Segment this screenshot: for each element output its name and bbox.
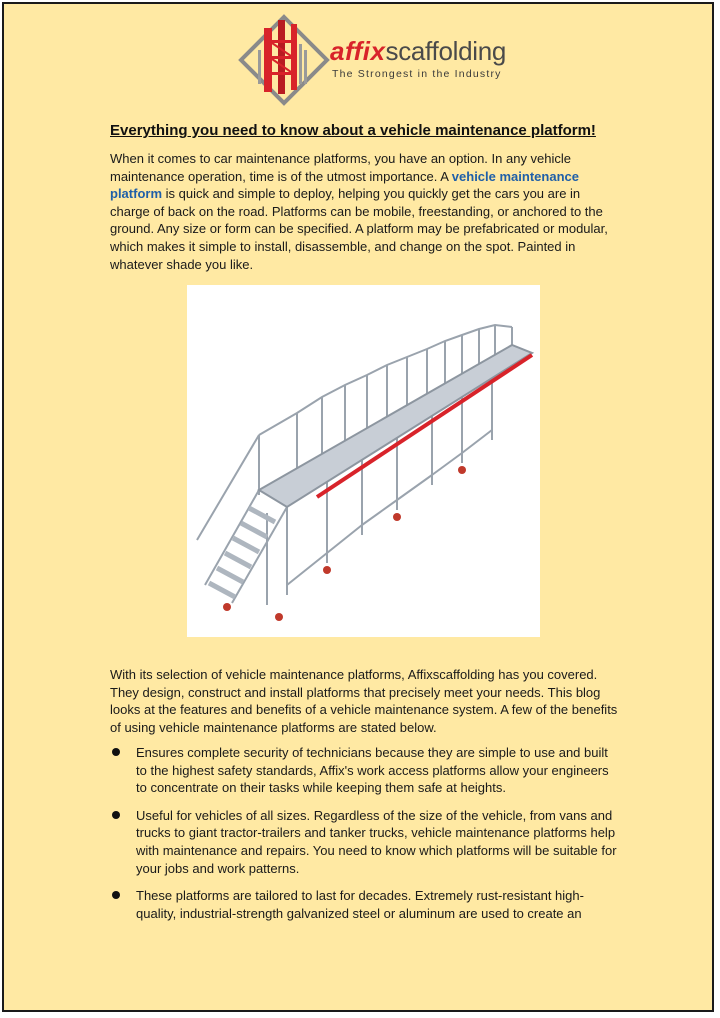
affix-logo [238, 14, 507, 106]
brand-name-affix: affix [330, 36, 386, 66]
benefit-text: Useful for vehicles of all sizes. Regardless of the size of the vehicle, from vans and trucks to giant tractor-trailers and tanker trucks, vehicle maintenance platforms help with maintenance and repairs. You need to know which platforms will be suitable for your jobs and work patterns. [136, 807, 617, 876]
platform-photo [187, 285, 540, 637]
vehicle-platform-illustration [187, 285, 540, 637]
body-paragraph: With its selection of vehicle maintenance platforms, Affixscaffolding has you covered. They design, construct and install platforms that precisely meet your needs. This blog looks at the features and benefits of a vehicle maintenance system. A few of the benefits of using vehicle maintenance platforms are stated below. [110, 667, 618, 735]
intro-paragraph [110, 150, 622, 273]
intro-text-end: is quick and simple to deploy, helping you quickly get the cars you are in charge of back on the road. Platforms can be mobile, freestanding, or anchored to the ground. Any size or form can be specified. A platform may be prefabricated or modular, which makes it simple to install, disassemble, and change on the spot. Painted in whatever shade you like. [110, 186, 608, 272]
bullet-icon [112, 811, 120, 819]
benefit-text: Ensures complete security of technicians because they are simple to use and built to the highest safety standards, Affix's work access platforms allow your engineers to concentrate on their tasks while keeping them safe at heights. [136, 745, 609, 796]
benefit-text: These platforms are tailored to last for decades. Extremely rust-resistant high-quality, industrial-strength galvanized steel or aluminum are used to create an [136, 888, 584, 921]
brand-name [330, 36, 506, 66]
document-page [2, 2, 714, 1012]
bullet-icon [112, 748, 120, 756]
brand-name-scaffolding: scaffolding [385, 36, 507, 66]
benefit-item-security [110, 744, 622, 797]
benefit-item-vehicle-sizes [110, 807, 622, 877]
article-title: Everything you need to know about a vehicle maintenance platform! [110, 122, 596, 139]
brand-tagline: The Strongest in the Industry [332, 68, 502, 80]
benefits-list [110, 744, 622, 932]
benefit-item-durability [110, 887, 622, 922]
vehicle-maintenance-platform-link[interactable]: vehicle maintenance platform [110, 168, 579, 202]
bullet-icon [112, 891, 120, 899]
intro-text-start: When it comes to car maintenance platforms, you have an option. In any vehicle maintenance operation, time is of the utmost importance. A [110, 151, 572, 184]
scaffold-logo-icon [238, 14, 330, 106]
